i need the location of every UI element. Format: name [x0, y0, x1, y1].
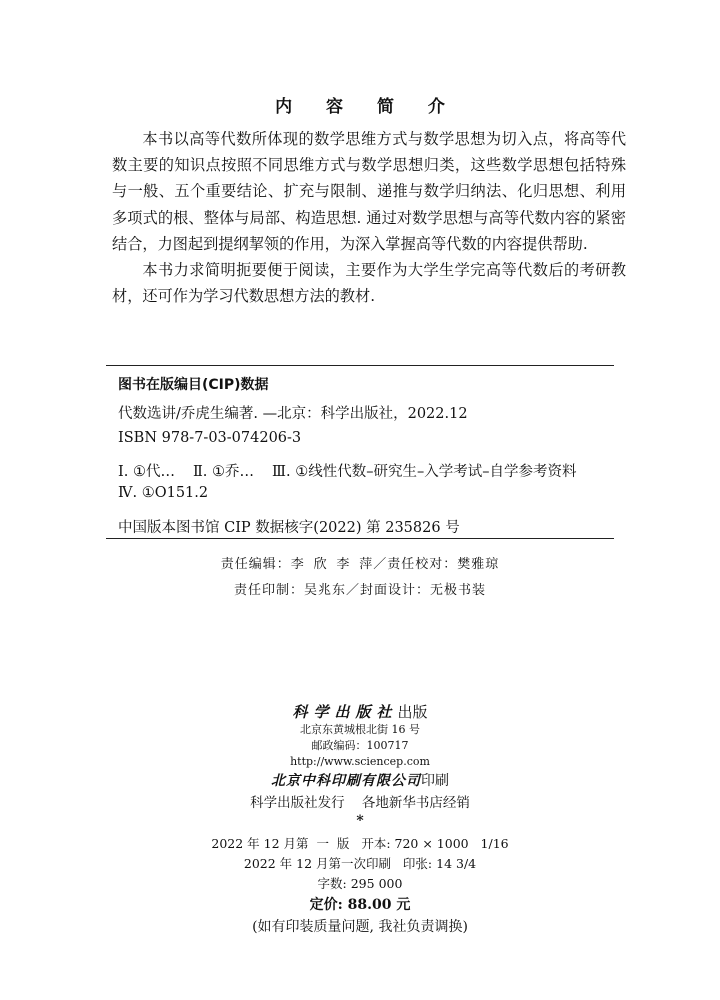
publish-suffix: 出版	[397, 703, 428, 721]
cip-record: 中国版本图书馆 CIP 数据核字(2022) 第 235826 号	[118, 520, 460, 536]
cip-classification	[118, 460, 576, 481]
cip-class-2: Ⅱ. ①乔…	[192, 464, 255, 480]
price: 定价: 88.00 元	[309, 897, 411, 913]
publisher-address: 北京东黄城根北街 16 号	[300, 723, 420, 736]
publisher-row	[0, 702, 720, 722]
publisher-postcode: 邮政编码：100717	[311, 739, 409, 752]
cip-top-rule	[106, 365, 614, 366]
editor-line-2: 责任印制：吴兆东／封面设计：无极书装	[233, 583, 486, 598]
printer-row	[0, 770, 720, 792]
print-suffix: 印刷	[421, 773, 449, 789]
edition-line: 2022 年 12 月第 一 版 开本: 720 × 1000 1/16	[211, 836, 509, 851]
distribution-line: 科学出版社发行 各地新华书店经销	[250, 795, 470, 811]
word-count: 字数: 295 000	[317, 876, 403, 891]
publisher-website: http://www.sciencep.com	[290, 755, 430, 768]
editor-line-1: 责任编辑：李 欣 李 萍／责任校对：樊雅琼	[220, 557, 500, 572]
editor-credits	[0, 552, 720, 604]
cip-bottom-rule	[106, 538, 614, 539]
printing-line: 2022 年 12 月第一次印刷 印张: 14 3/4	[243, 856, 477, 871]
quality-notice: (如有印装质量问题, 我社负责调换)	[252, 919, 468, 935]
cip-class-3: Ⅲ. ①线性代数–研究生–入学考试–自学参考资料	[272, 464, 577, 480]
printer-name: 北京中科印刷有限公司	[271, 773, 421, 789]
cip-book-line: 代数选讲/乔虎生编著. —北京：科学出版社，2022.12	[118, 406, 468, 422]
cip-isbn: ISBN 978-7-03-074206-3	[118, 430, 302, 446]
separator-asterisk: *	[356, 813, 364, 829]
cip-class-1: Ⅰ. ①代…	[118, 464, 175, 480]
cip-class-4: Ⅳ. ①O151.2	[118, 485, 209, 501]
summary-body	[112, 126, 626, 309]
summary-title: 内 容 简 介	[275, 97, 459, 117]
summary-paragraph: 本书以高等代数所体现的数学思维方式与数学思想为切入点，将高等代数主要的知识点按照不同思维方式与数学思想归类，这些数学思想包括特殊与一般、五个重要结论、扩充与限制、递推与数学归纳法、化归思想、利用多项式的根、整体与局部、构造思想. 通过对数学思想与高等代数内容的紧密结合，力图起到提纲挈领的作用，为深入掌握高等代数的内容提供帮助.	[112, 130, 626, 253]
cip-header: 图书在版编目(CIP)数据	[118, 377, 269, 393]
publisher-name: 科学出版社	[292, 703, 398, 721]
imprint	[0, 702, 720, 938]
summary-paragraph: 本书力求简明扼要便于阅读，主要作为大学生学完高等代数后的考研教材，还可作为学习代数思想方法的教材.	[112, 261, 626, 306]
